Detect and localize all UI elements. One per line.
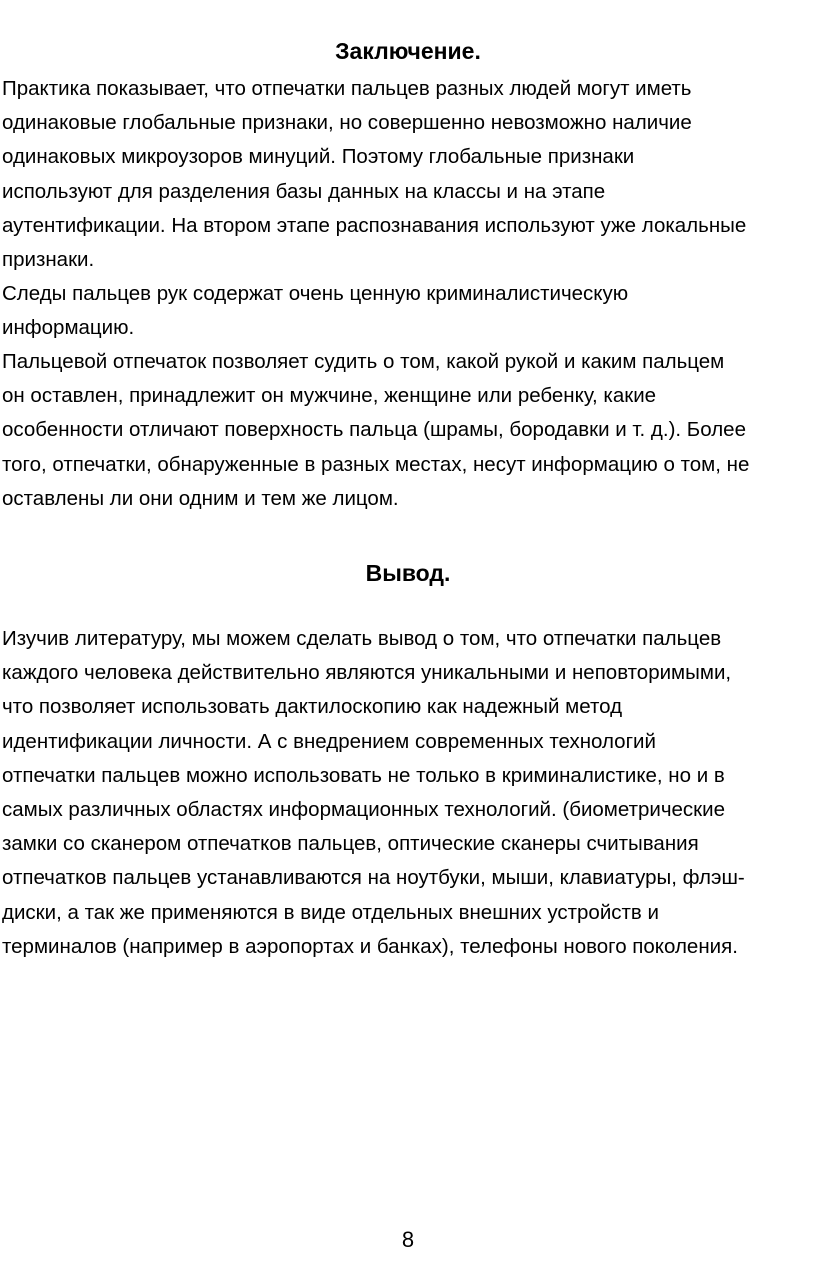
summary-heading: Вывод.: [365, 560, 451, 586]
conclusion-heading: Заключение.: [335, 38, 481, 64]
conclusion-paragraph-2: Следы пальцев рук содержат очень ценную криминалистическую информацию.: [2, 282, 629, 340]
page-number: 8: [401, 1227, 415, 1252]
conclusion-paragraph-3: Пальцевой отпечаток позволяет судить о том, какой рукой и каким пальцем он оставлен, принадлежит он мужчине, женщине или ребенку, какие особенности отличают поверхность пальца (шрамы, бородавки и т. д.). Более того, отпечатки, обнаруженные в разных местах, несут информацию о том, не оставлены ли они одним и тем же лицом.: [2, 350, 750, 510]
summary-paragraph: Изучив литературу, мы можем сделать вывод о том, что отпечатки пальцев каждого человека действительно являются уникальными и неповторимыми, что позволяет использовать дактилоскопию как надежный метод идентификации личности. А с внедрением современных технологий отпечатки пальцев можно использовать не только в криминалистике, но и в самых различных областях информационных технологий. (биометрические замки со сканером отпечатков пальцев, оптические сканеры считывания отпечатков пальцев устанавливаются на ноутбуки, мыши, клавиатуры, флэш- диски, а так же применяются в виде отдельных внешних устройств и терминалов (например в аэропортах и банках), телефоны нового поколения.: [2, 627, 745, 958]
conclusion-paragraph-1: Практика показывает, что отпечатки пальцев разных людей могут иметь одинаковые глобальные признаки, но совершенно невозможно наличие одинаковых микроузоров минуций. Поэтому глобальные признаки используют для разделения базы данных на классы и на этапе аутентификации. На втором этапе распознавания используют уже локальные признаки.: [2, 77, 747, 272]
